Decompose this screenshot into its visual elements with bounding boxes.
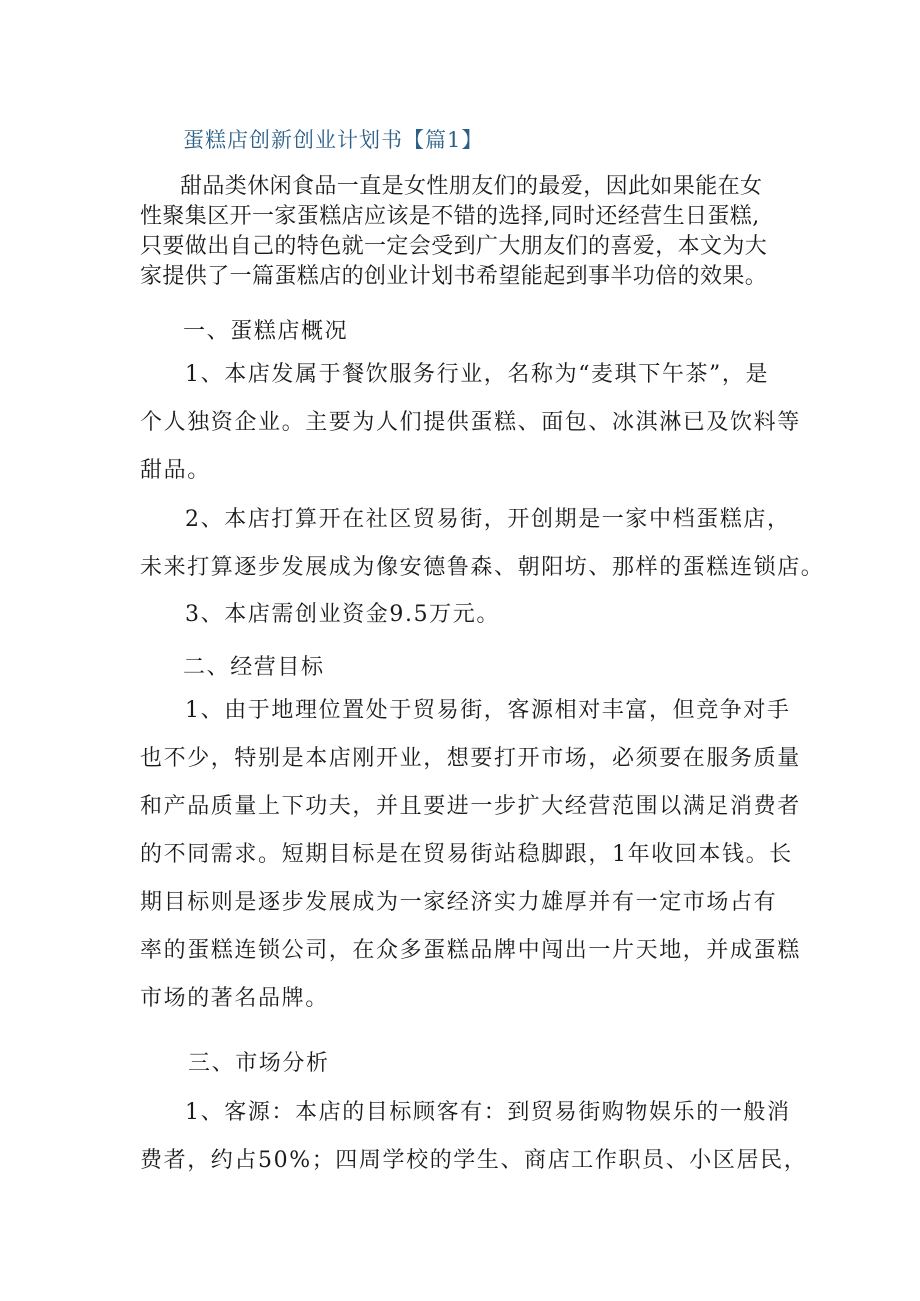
paragraph [140,496,825,592]
text-line: 市场的著名品牌。 [140,986,329,1011]
text-line: 1、由于地理位置处于贸易街，客源相对丰富，但竞争对手 [185,698,791,723]
text-line: 率的蛋糕连锁公司，在众多蛋糕品牌中闯出一片天地，并成蛋糕 [140,938,801,963]
paragraph [140,1089,808,1185]
document-title: 蛋糕店创新创业计划书【篇1】 [183,128,484,152]
text-line: 性聚集区开一家蛋糕店应该是不错的选择,同时还经营生日蛋糕, [140,204,760,229]
section-heading: 三、市场分析 [188,1051,330,1076]
text-line: 期目标则是逐步发展成为一家经济实力雄厚并有一定市场占有 [140,890,778,915]
paragraph [140,591,800,639]
text-line: 2、本店打算开在社区贸易街，开创期是一家中档蛋糕店， [185,507,791,532]
text-line: 只要做出自己的特色就一定会受到广大朋友们的喜爱，本文为大 [140,234,768,259]
text-line: 3、本店需创业资金9.5万元。 [185,602,500,627]
section-heading: 二、经营目标 [183,655,325,680]
paragraph [140,687,800,1023]
text-line: 甜品类休闲食品一直是女性朋友们的最爱，因此如果能在女 [180,174,763,199]
text-line: 甜品。 [140,458,211,483]
text-line: 1、本店发属于餐饮服务行业，名称为“麦琪下午茶”，是 [185,362,770,387]
text-line: 家提供了一篇蛋糕店的创业计划书希望能起到事半功倍的效果。 [140,264,768,289]
text-line: 也不少，特别是本店刚开业，想要打开市场，必须要在服务质量 [140,746,801,771]
intro-paragraph [140,172,800,292]
text-line: 个人独资企业。主要为人们提供蛋糕、面包、冰淇淋已及饮料等 [140,410,801,435]
text-line: 的不同需求。短期目标是在贸易街站稳脚跟，1年收回本钱。长 [140,842,793,867]
text-line: 费者，约占50%；四周学校的学生、商店工作职员、小区居民， [140,1148,808,1173]
section-heading: 一、蛋糕店概况 [183,319,349,344]
paragraph [140,351,800,495]
text-line: 和产品质量上下功夫，并且要进一步扩大经营范围以满足消费者 [140,794,801,819]
text-line: 1、客源：本店的目标顾客有：到贸易街购物娱乐的一般消 [185,1100,791,1125]
text-line: 未来打算逐步发展成为像安德鲁森、朝阳坊、那样的蛋糕连锁店。 [140,555,825,580]
